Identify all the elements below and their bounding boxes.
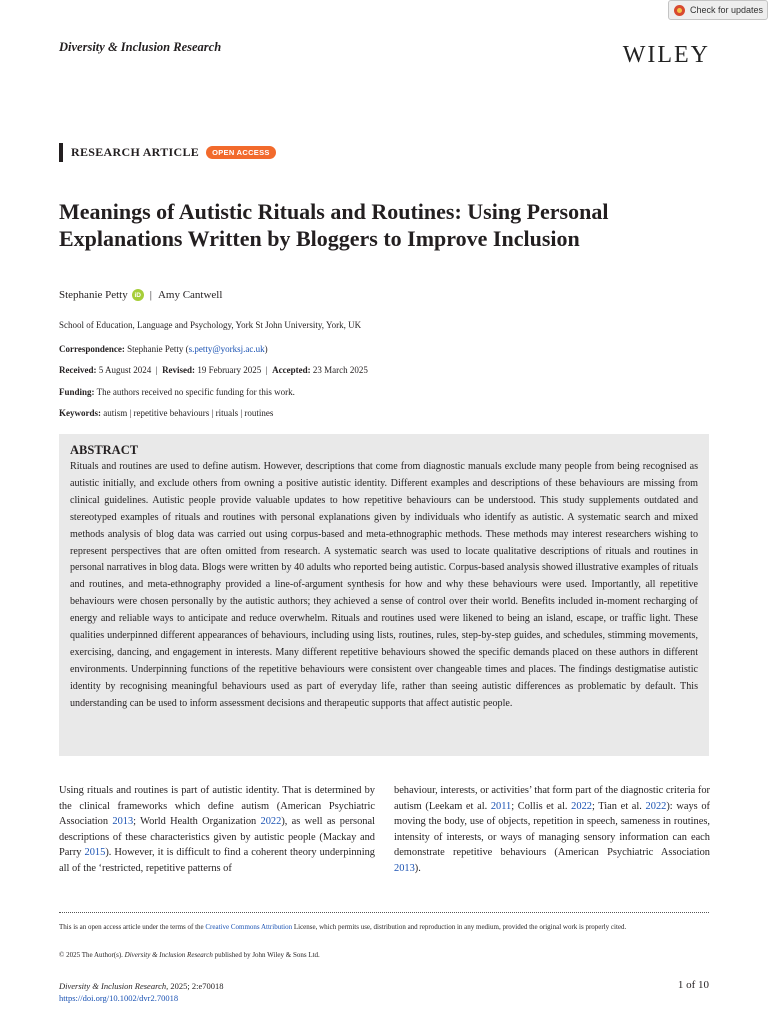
body-text: ; World Health Organization: [133, 816, 261, 827]
crossmark-icon: [674, 5, 685, 16]
copyright-text: published by John Wiley & Sons Ltd.: [212, 951, 320, 959]
doi-link[interactable]: https://doi.org/10.1002/dvr2.70018: [59, 993, 179, 1003]
accepted-label: Accepted:: [272, 365, 311, 375]
body-text: ).: [414, 862, 421, 874]
date-separator: |: [155, 365, 158, 375]
received-date: 5 August 2024: [98, 365, 152, 375]
open-access-badge: OPEN ACCESS: [206, 146, 276, 159]
article-dates: [59, 365, 368, 375]
article-type-label: RESEARCH ARTICLE: [71, 145, 200, 159]
revised-date: 19 February 2025: [197, 365, 262, 375]
copyright-note: [59, 951, 320, 959]
correspondence: Correspondence: Stephanie Petty (s.petty@yorksj.ac.uk): [59, 344, 268, 354]
author-separator: |: [149, 289, 152, 301]
body-text: ), as well as personal descriptions of these characteristics given by autistic people (Mackay and Parry: [59, 816, 375, 858]
correspondence-email[interactable]: s.petty@yorksj.ac.uk: [188, 344, 265, 354]
citation-link[interactable]: 2022: [260, 816, 282, 827]
body-text: ; Tian et al.: [591, 800, 646, 812]
funding-label: Funding:: [59, 387, 95, 397]
citation-link[interactable]: 2013: [112, 816, 134, 827]
footer-volume: , 2025; 2:e70018: [166, 981, 224, 991]
revised-label: Revised:: [162, 365, 196, 375]
body-column-left: [59, 783, 375, 876]
date-separator: |: [265, 365, 268, 375]
journal-name: Diversity & Inclusion Research: [59, 40, 222, 54]
citation-link[interactable]: 2015: [84, 847, 106, 858]
copyright-journal: Diversity & Inclusion Research: [124, 951, 213, 959]
keywords-text: autism | repetitive behaviours | rituals | routines: [103, 408, 274, 418]
keywords-label: Keywords:: [59, 408, 101, 418]
funding-text: The authors received no specific funding for this work.: [96, 387, 295, 397]
body-text: ; Collis et al.: [511, 800, 572, 812]
footnote-divider: [59, 912, 709, 913]
citation-link[interactable]: 2022: [571, 800, 592, 812]
citation-link[interactable]: 2022: [645, 800, 667, 812]
received-label: Received:: [59, 365, 97, 375]
license-text: License, which permits use, distribution and reproduction in any medium, provided the original work is properly cited.: [292, 923, 627, 931]
correspondence-name: Stephanie Petty: [127, 344, 184, 354]
keywords: [59, 408, 273, 418]
license-text: This is an open access article under the terms of the: [59, 923, 206, 931]
check-for-updates-badge[interactable]: [668, 0, 768, 20]
license-link[interactable]: Creative Commons Attribution: [205, 923, 293, 931]
abstract-heading: ABSTRACT: [70, 443, 139, 457]
copyright-text: © 2025 The Author(s).: [59, 951, 125, 959]
publisher-logo[interactable]: WILEY: [622, 42, 710, 68]
body-text: ): ways of moving the body, use of objects, repetition in speech, sameness in routines, intensity of interests, or ways of managing sensory information can each demonstrate repetitive behaviours (American Psychiatric Association: [394, 800, 710, 858]
author-list: [59, 289, 222, 301]
orcid-icon[interactable]: iD: [132, 289, 144, 301]
funding: [59, 387, 295, 397]
body-text: Using rituals and routines is part of autistic identity. That is determined by the clinical frameworks which define autism (American Psychiatric Association: [59, 785, 375, 827]
article-type: [59, 143, 276, 162]
citation-link[interactable]: 2013: [394, 862, 415, 874]
article-type-bar: [59, 143, 63, 162]
body-column-right: [394, 783, 710, 876]
footer-journal: Diversity & Inclusion Research: [59, 981, 167, 991]
article-title: Meanings of Autistic Rituals and Routines: Using Personal Explanations Written by Bloggers to Improve Inclusion: [59, 199, 609, 251]
author-name[interactable]: Stephanie Petty: [59, 289, 128, 301]
correspondence-label: Correspondence:: [59, 344, 125, 354]
affiliation: School of Education, Language and Psychology, York St John University, York, UK: [59, 320, 362, 330]
license-note: [59, 922, 709, 933]
citation-link[interactable]: 2011: [490, 800, 512, 812]
body-text: ). However, it is difficult to find a coherent theory underpinning all of the ‘restricted, repetitive patterns of: [59, 847, 375, 874]
author-name[interactable]: Amy Cantwell: [157, 289, 223, 301]
abstract-text: Rituals and routines are used to define autism. However, descriptions that come from diagnostic manuals exclude many people from being recognised as autistic initially, and exclude others from owning a positive autistic identity. Different examples and descriptions of these behaviours are missing from clinical guidelines. Autistic people provide valuable updates to how repetitive behaviours can be understood. This study supplements outdated and stereotyped examples of rituals and routines with personal explanations given by individuals who identify as autistic. A systematic search and mixed methods analysis of blog data was carried out using corpus-based and meta-ethnographic methods. These methods may interest researchers wishing to represent perspectives that are often omitted from research. A systematic search was used to locate qualitative descriptions of rituals and routines in personal narratives in blog data. Blogs were written by 40 adults who reported being autistic. Corpus-based analysis showed illustrative examples of rituals and routines, and meta-ethnography provided a line-of-argument synthesis for how and why these behaviours were used. Importantly, all repetitive behaviours were chosen personally by the autistic authors; they achieved a sense of control over their world. Benefits included in-moment recharging of energy and reliable ways to anticipate and reduce overwhelm. Rituals and routines used were likened to being an island, escape, or traffic light. These qualities underpinned different appearances of behaviours, including using lists, routines, rules, step-by-step guides, and schedules, stimming movements, exercising, dancing, and engagement in interests. Many different repetitive behaviours showed the specific demands placed on these authors in different environments. Underpinning functions of the repetitive behaviours were consistent over changeable times and places. The findings destigmatise autistic identity by recognising meaningful behaviours used as part of everyday life, rather than seeing autistic differences as problematic by default. This understanding can be used to inform assessment decisions and therapeutic supports that affect autistic people.: [70, 461, 698, 709]
body-text: behaviour, interests, or activities’ that form part of the diagnostic criteria for autism (Leekam et al.: [394, 785, 710, 812]
abstract-box: [59, 434, 709, 756]
page-number: 1 of 10: [677, 979, 709, 991]
check-for-updates-label: Check for updates: [690, 5, 764, 15]
accepted-date: 23 March 2025: [312, 365, 368, 375]
footer-citation: [59, 980, 223, 1004]
